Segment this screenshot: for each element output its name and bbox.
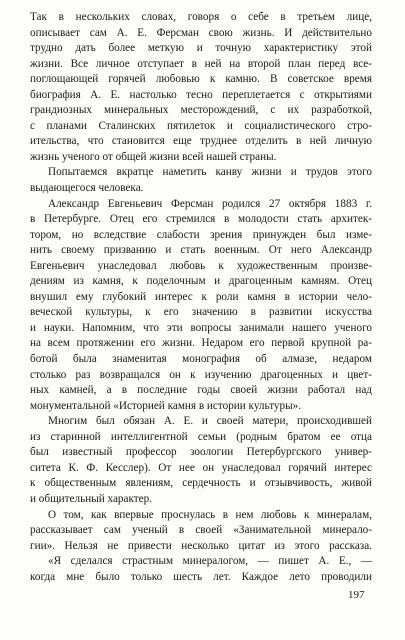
body-text	[30, 10, 372, 585]
text-line: Евгеньевич унаследовал любовь к художественным произве-	[30, 259, 372, 272]
text-line: когда мне было только шесть лет. Каждое лето проводили	[30, 570, 372, 583]
text-line: и общительный характер.	[30, 492, 153, 505]
text-line: гии». Нельзя не привести несколько цитат из этого рассказа.	[30, 539, 372, 552]
text-line: Попытаемся вкратце наметить канву жизни и трудов этого	[48, 166, 372, 179]
paragraph-1	[30, 10, 372, 165]
paragraph-2	[30, 165, 372, 196]
text-line: О том, как впервые проснулась в нем любовь к минералам,	[48, 508, 372, 521]
text-line: дениям из камня, к поделочным и драгоценным камням. Отец	[30, 275, 372, 288]
text-line: из старинной интеллигентной семьи (родным братом ее отца	[30, 430, 372, 443]
text-line: описывает сам А. Е. Ферсман свою жизнь. И действительно	[30, 26, 372, 39]
text-line: рассказывает сам ученый в своей «Занимательной минерало-	[30, 524, 372, 537]
paragraph-3	[30, 197, 372, 415]
text-line: к общественным явлениям, сердечность и отзывчивость, живой	[30, 477, 372, 490]
text-line: ительства, что становится еще труднее отделить в ней личную	[30, 135, 372, 148]
text-line: столько раз возвращался он к изучению драгоценных и цвет-	[30, 368, 372, 381]
text-line: был известный профессор зоологии Петербургского универ-	[30, 446, 372, 459]
text-line: жизни. Все личное отступает в ней на второй план перед все-	[30, 57, 372, 70]
text-line: Многим был обязан А. Е. и своей матери, происходившей	[48, 415, 372, 428]
text-line: ботой была знаменитая монография об алмазе, недаром	[30, 353, 372, 366]
text-line: внушил ему глубокий интерес к роли камня в истории чело-	[30, 290, 372, 303]
text-line: выдающегося человека.	[30, 182, 144, 195]
text-line: веческой культуры, к его значению в развитии искусства	[30, 306, 372, 319]
text-line: грандиозных минеральных месторождений, с их разработкой,	[30, 104, 372, 117]
text-line: тором, но вследствие слабости зрения принужден был изме-	[30, 228, 372, 241]
text-line: на всем протяжении его жизни. Недаром его первой крупной ра-	[30, 337, 372, 350]
text-line: трудно дать более меткую и точную характеристику этой	[30, 42, 372, 55]
text-line: жизнь ученого от общей жизни всей нашей страны.	[30, 150, 277, 163]
text-line: в Петербурге. Отец его стремился в молодости стать архитек-	[30, 213, 372, 226]
text-line: «Я сделался страстным минералогом, — пишет А. Е., —	[48, 555, 372, 568]
text-line: монументальной «Историей камня в истории культуры».	[30, 399, 302, 412]
text-line: Александр Евгеньевич Ферсман родился 27 октября 1883 г.	[48, 197, 372, 210]
text-line: Так в нескольких словах, говоря о себе в третьем лице,	[30, 11, 372, 23]
paragraph-4	[30, 414, 372, 507]
text-line: ных камней, а в последние годы своей жизни работал над	[30, 384, 372, 397]
paragraph-5	[30, 508, 372, 586]
text-line: биография А. Е. настолько тесно переплетается с открытиями	[30, 88, 372, 101]
page-number: 197	[348, 589, 365, 601]
text-line: ситета К. Ф. Кесслер). От нее он унаследовал горячий интерес	[30, 461, 372, 474]
text-line: и науки. Напомним, что эти вопросы занимали нашего ученого	[30, 321, 372, 334]
text-line: поглощающей горячей любовью к камню. В советское время	[30, 73, 372, 86]
text-line: нить своему призванию и стать военным. От него Александр	[30, 244, 372, 257]
text-line: с планами Сталинских пятилеток и социалистического стро-	[30, 119, 372, 132]
